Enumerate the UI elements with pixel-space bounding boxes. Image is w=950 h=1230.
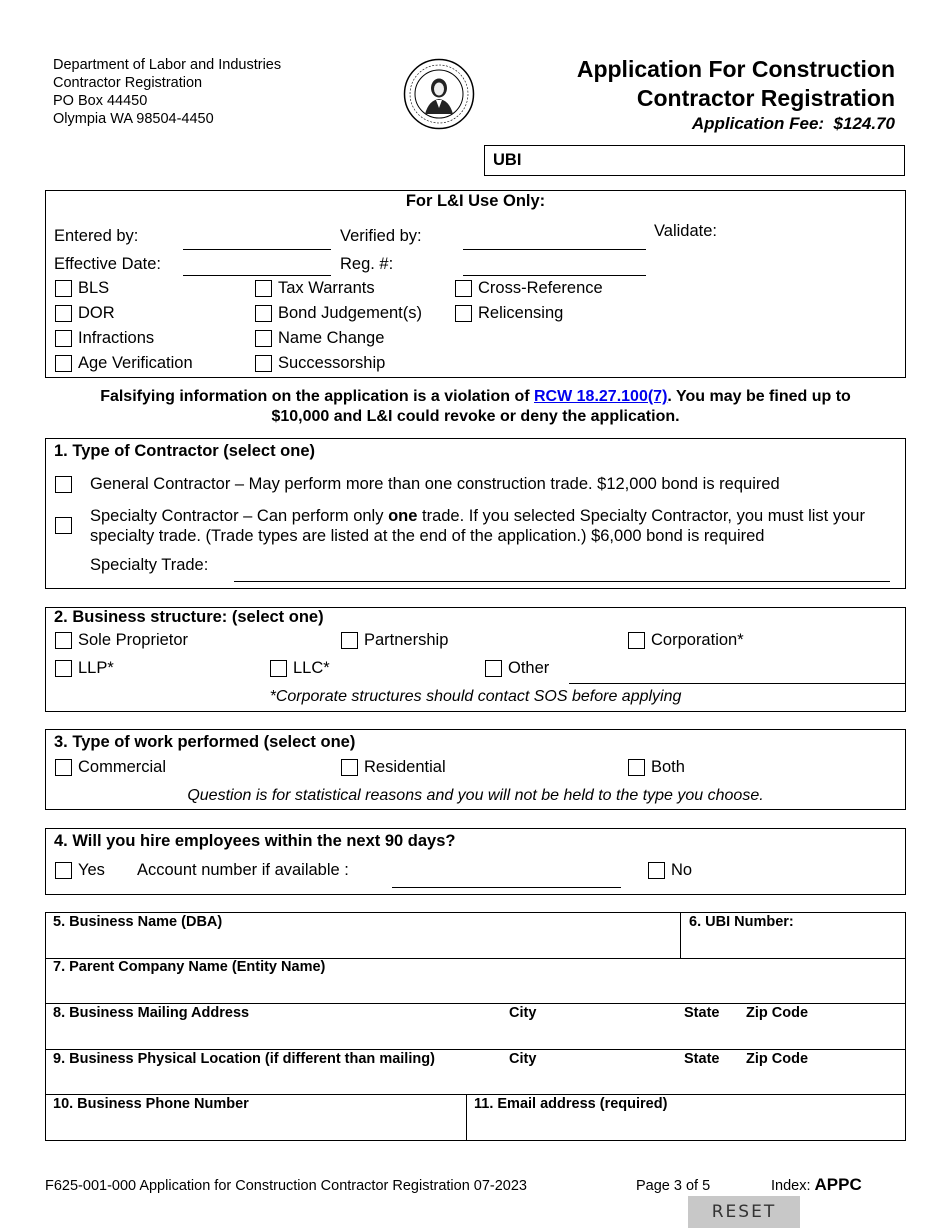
llp-label: LLP* [78,659,114,677]
age-verification-label: Age Verification [78,354,193,372]
row-divider [45,1003,906,1004]
index-value: APPC [814,1175,862,1194]
form-title-line2: Contractor Registration [636,85,895,111]
reset-button[interactable]: RESET [688,1196,800,1228]
tax-warrants-label: Tax Warrants [278,279,375,297]
commercial-checkbox[interactable] [55,759,72,776]
section3-title: 3. Type of work performed (select one) [54,733,356,751]
both-checkbox[interactable] [628,759,645,776]
entered-by-line[interactable] [183,249,331,250]
hire-no-checkbox[interactable] [648,862,665,879]
mailing-state-field[interactable]: State [684,1005,720,1021]
infractions-checkbox[interactable] [55,330,72,347]
business-name-field[interactable]: 5. Business Name (DBA) [53,914,223,930]
email-field[interactable]: 11. Email address (required) [474,1096,668,1112]
warning-pre: Falsifying information on the application is a violation of [100,388,534,405]
name-change-label: Name Change [278,329,385,347]
row-divider [45,1049,906,1050]
residential-checkbox[interactable] [341,759,358,776]
commercial-label: Commercial [78,758,167,776]
bls-checkbox[interactable] [55,280,72,297]
successorship-label: Successorship [278,354,386,372]
warning-post: . You may be fined up to [667,388,851,405]
warning-line2: $10,000 and L&I could revoke or deny the application. [271,408,680,425]
corporation-label: Corporation* [651,631,744,649]
bls-label: BLS [78,279,110,297]
physical-zip-field[interactable]: Zip Code [746,1051,809,1067]
effective-date-line[interactable] [183,275,331,276]
verified-by-label: Verified by: [340,227,422,245]
other-checkbox[interactable] [485,660,502,677]
section2-title: 2. Business structure: (select one) [54,608,324,626]
sole-proprietor-label: Sole Proprietor [78,631,189,649]
application-fee: Application Fee: $124.70 [691,114,895,133]
specialty-contractor-label [90,507,865,526]
sole-proprietor-checkbox[interactable] [55,632,72,649]
specialty-trade-line[interactable] [234,581,890,582]
address-line: Department of Labor and Industries [53,57,282,73]
bond-judgement-checkbox[interactable] [255,305,272,322]
section1-title: 1. Type of Contractor (select one) [54,442,315,460]
dor-label: DOR [78,304,115,322]
account-number-label: Account number if available : [137,861,349,879]
other-specify-line[interactable] [569,683,906,684]
ubi-field[interactable] [484,145,905,176]
other-label: Other [508,659,550,677]
warning-line1 [45,387,906,407]
physical-location-field[interactable]: 9. Business Physical Location (if different than mailing) [53,1051,435,1067]
hire-no-label: No [671,861,693,879]
reg-no-label: Reg. #: [340,255,394,273]
specialty-contractor-line2: specialty trade. (Trade types are listed at the end of the application.) $6,000 bond is required [90,527,765,545]
cross-reference-checkbox[interactable] [455,280,472,297]
cross-reference-label: Cross-Reference [478,279,603,297]
general-contractor-checkbox[interactable] [55,476,72,493]
specialty-post: trade. If you selected Specialty Contractor, you must list your [417,507,865,525]
statistical-note: Question is for statistical reasons and you will not be held to the type you choose. [187,787,764,804]
office-use-box [45,190,906,378]
entered-by-label: Entered by: [54,227,139,245]
age-verification-checkbox[interactable] [55,355,72,372]
index-label: Index: [771,1178,815,1194]
bond-judgement-label: Bond Judgement(s) [278,304,422,322]
parent-company-field[interactable]: 7. Parent Company Name (Entity Name) [53,959,326,975]
address-line: PO Box 44450 [53,93,148,109]
section4-title: 4. Will you hire employees within the next 90 days? [54,832,456,850]
mailing-zip-field[interactable]: Zip Code [746,1005,809,1021]
dor-checkbox[interactable] [55,305,72,322]
phone-field[interactable]: 10. Business Phone Number [53,1096,249,1112]
physical-city-field[interactable]: City [509,1051,537,1067]
agency-address [53,56,281,128]
rcw-link[interactable]: RCW 18.27.100(7) [534,388,668,405]
infractions-label: Infractions [78,329,155,347]
residential-label: Residential [364,758,446,776]
account-number-line[interactable] [392,887,621,888]
address-line: Olympia WA 98504-4450 [53,111,214,127]
corporate-note: *Corporate structures should contact SOS before applying [269,688,682,705]
physical-state-field[interactable]: State [684,1051,720,1067]
address-line: Contractor Registration [53,75,203,91]
tax-warrants-checkbox[interactable] [255,280,272,297]
llc-checkbox[interactable] [270,660,287,677]
successorship-checkbox[interactable] [255,355,272,372]
col-divider [680,912,681,959]
relicensing-label: Relicensing [478,304,564,322]
general-contractor-label: General Contractor – May perform more than one construction trade. $12,000 bond is required [90,475,780,493]
mailing-city-field[interactable]: City [509,1005,537,1021]
ubi-label: UBI [493,151,522,169]
specialty-pre: Specialty Contractor – Can perform only [90,507,389,525]
office-use-title: For L&I Use Only: [405,192,546,210]
page-number: Page 3 of 5 [636,1178,711,1194]
partnership-label: Partnership [364,631,449,649]
relicensing-checkbox[interactable] [455,305,472,322]
falsifying-warning [45,387,906,427]
partnership-checkbox[interactable] [341,632,358,649]
both-label: Both [651,758,685,776]
form-title-line1: Application For Construction [576,56,895,82]
corporation-checkbox[interactable] [628,632,645,649]
specialty-contractor-checkbox[interactable] [55,517,72,534]
specialty-trade-label: Specialty Trade: [90,556,209,574]
verified-by-line[interactable] [463,249,646,250]
mailing-address-field[interactable]: 8. Business Mailing Address [53,1005,250,1021]
hire-yes-checkbox[interactable] [55,862,72,879]
col-divider [466,1094,467,1141]
washington-state-seal-icon [403,58,475,130]
ubi-number-field[interactable]: 6. UBI Number: [689,914,794,930]
llp-checkbox[interactable] [55,660,72,677]
row-divider [45,1094,906,1095]
name-change-checkbox[interactable] [255,330,272,347]
form-id: F625-001-000 Application for Construction Contractor Registration 07-2023 [45,1178,527,1194]
effective-date-label: Effective Date: [54,255,162,273]
llc-label: LLC* [293,659,330,677]
specialty-bold: one [388,507,418,525]
index [771,1175,862,1195]
hire-yes-label: Yes [78,861,105,879]
validate-label: Validate: [654,222,717,240]
reg-no-line[interactable] [463,275,646,276]
